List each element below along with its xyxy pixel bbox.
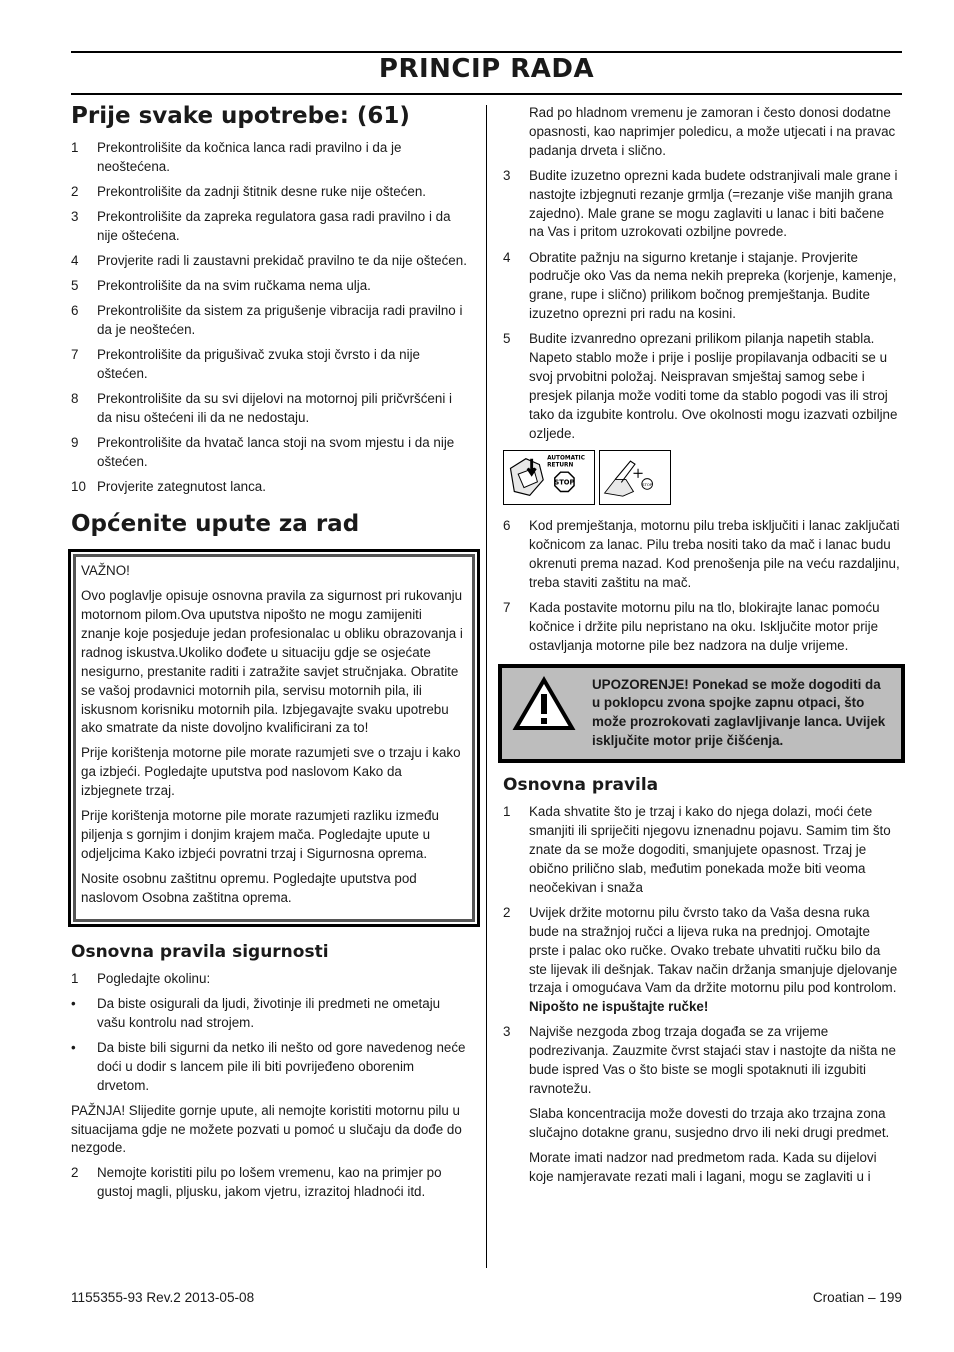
list-item [71,478,469,497]
list-item [71,346,469,384]
item-text: Provjerite zategnutost lanca. [97,479,266,495]
header-bottom-rule [71,93,902,95]
list-item [71,302,469,340]
item-number: 4 [71,253,79,269]
chain-stop-figure [599,450,671,505]
item-text: Prekontrolišite da hvatač lanca stoji na svom mjestu i da nije oštećen. [97,435,455,470]
stop-label: STOP [554,478,575,487]
item-number: 8 [71,391,79,407]
list-item [503,249,900,325]
item-text: Kada postavite motornu pilu na tlo, blokirajte lanac pomoću kočnice i držite pilu nepristano na oku. Isključite motor prije ostavljanja motorne pile bez nadzora na dulje vrijeme. [529,599,880,653]
list-item [71,970,469,989]
paragraph: VAŽNO! [81,563,130,579]
right-column [503,104,900,1193]
warning-triangle-icon [512,676,592,752]
item-number: • [71,995,76,1011]
page-title: PRINCIP RADA [378,54,595,84]
section-heading-safety-rules: Osnovna pravila sigurnosti [71,941,329,962]
automatic-label: AUTOMATIC [547,455,585,462]
item-text: Da biste bili sigurni da netko ili nešto od gore navedenog neće doći u dodir s lancem pile ili biti povrijeđeno oborenim drvetom. [97,1039,466,1093]
item-text: Prekontrolišite da su svi dijelovi na motornoj pili pričvršćeni i da nisu oštećeni ili da ne nedostaju. [97,391,452,426]
stop-label-small: STOP [642,482,653,488]
item-number: 5 [71,278,79,294]
warning-text: UPOZORENJE! Ponekad se može dogoditi da u poklopcu zvona spojke zapnu otpaci, što može prozrokovati zaglavljivanje lanca. Uvijek isključite motor prije čišćenja. [592,676,886,749]
list-item [71,1039,469,1096]
paragraph: Slaba koncentracija može dovesti do trzaja ako trzajna zona slučajno dotakne granu, susjedno drvo ili neki drugi predmet. [529,1106,890,1141]
basic-rules-list [503,803,900,898]
section-heading-basic-rules: Osnovna pravila [503,775,659,796]
item-number: 5 [503,331,511,347]
paragraph: Prije korištenja motorne pile morate razumjeti razliku između piljenja s gornjim i donjim krajem mača. Pogledajte upute u odjeljcima Kako izbjeći povratni trzaj i Sigurnosna oprema. [81,808,439,861]
safety-rules-list [71,970,469,1096]
item-number: 1 [503,804,511,820]
item-number: 7 [503,599,511,615]
item-text: Prekontrolišite da sistem za prigušenje vibracija radi pravilno i da je neoštećen. [97,303,463,338]
before-use-list [71,139,469,497]
item-number: 1 [71,140,79,155]
section-heading-general: Općenite upute za rad [71,511,360,538]
rules-list-a [503,167,900,444]
section-heading-before-use: Prije svake upotrebe: (61) [71,103,410,129]
chain-brake-figure [503,450,595,505]
left-column [71,100,469,1208]
footer-docnumber: 1155355-93 Rev.2 2013-05-08 [71,1290,255,1305]
caution-text: PAŽNJA! Slijedite gornje upute, ali nemojte koristiti motornu pilu u situacijama gdje ne možete pozvati u pomoć u slučaju da dođe do nezgode. [71,1102,462,1156]
item-text: Kada shvatite što je trzaj i kako do njega dolazi, moći ćete smanjiti ili spriječiti njegovu iznenadnu pojavu. Samim tim što znate da se može dogoditi, smanjujete opasnost. Trzaj je obično prilično slab, međutim ponekada može biti veoma neočekivan i snaža [529,804,891,895]
item-text: Prekontrolišite da na svim ručkama nema ulja. [97,278,371,294]
item-number: 9 [71,435,79,451]
list-item [71,208,469,246]
list-item [503,517,900,593]
list-item [71,139,469,177]
paragraph: Nosite osobnu zaštitnu opremu. Pogledajte uputstva pod naslovom Osobna zaštitna oprema. [81,870,417,905]
paragraph: Morate imati nadzor nad predmetom rada. Kada su dijelovi koje namjeravate rezati mali i lagani, mogu se zaglaviti u i [529,1150,877,1184]
list-item: 2 Nemojte koristiti pilu po lošem vremenu, kao na primjer po gustoj magli, pljusku, jakom vjetru, izrazitoj hladnoći itd. [71,1165,442,1200]
paragraph: Ovo poglavlje opisuje osnovna pravila za sigurnost pri rukovanju motornom pilom.Ova uputstva nipošto ne mogu zamijeniti znanje koje posjeduje jedan profesionalac u obliku obrazovanja i radnog iskustva.Ukoliko dođete u situaciju gdje se osjećate nesigurno, prestanite raditi i zatražite savjet stručnjaka. Obratite se vašoj prodavnici motornih pila, servisu motornih pila, ili iskusnom korisniku motornih pila. Izbjegavajte svaku upotrebu ako smatrate da niste dovoljno kvalificirani za to! [81,588,463,736]
item-text: Prekontrolišite da kočnica lanca radi pravilno i da je neoštećena. [97,140,402,174]
item-number: 2 [71,184,79,199]
list-item [503,803,900,898]
list-item [503,599,900,656]
item-text: Pogledajte okolinu: [97,970,211,986]
footer-page: Croatian – 199 [812,1290,902,1305]
return-label: RETURN [547,462,574,469]
item-number: 7 [71,347,79,363]
item-number: 3 [503,167,511,183]
item-number: • [71,1039,76,1055]
item-text: Prekontrolišite da prigušivač zvuka stoji čvrsto i da nije oštećen. [97,347,421,382]
paragraph: Prije korištenja motorne pile morate razumjeti sve o trzaju i kako ga izbjeći. Pogledajte uputstva pod naslovom Kako da izbjegnete trzaj. [81,745,461,799]
item-text: Prekontrolišite da zadnji štitnik desne ruke nije oštećen. [97,184,426,199]
extra-paragraphs [503,1105,900,1187]
item-text: Kod premještanja, motornu pilu treba isključiti i lanac zaključati kočnicom za lanac. Pilu treba nositi tako da mač i lanac budu okrenuti prema nazad. Kod prenošenja pile na veću razdaljinu, treba staviti zaštitu na mač. [529,517,900,590]
item-text: Budite izvanredno oprezani prilikom pilanja napetih stabla. Napeto stablo može i prije i poslije propilavanja odbaciti se u svoj prvobitni položaj. Neispravan smještaj samog sebe i presjek pilanja može voditi tome da stablo pogodi vas ili stroj tako da izgubite kontrolu. Ove okolnosti mogu izazvati ozbiljne ozljede. [529,331,898,441]
warning-box [498,664,905,764]
continued-paragraph: Rad po hladnom vremenu je zamoran i često donosi dodatne opasnosti, kao naprimjer poledicu, a može utjecati i na pravac padanja drveta i slično. [529,105,896,158]
item-number: 4 [503,249,511,265]
important-note-box [68,549,480,926]
rules-list-b [503,517,900,656]
list-item [503,167,900,243]
column-divider [486,105,487,1268]
item-number: 6 [503,517,511,533]
item-number: 10 [71,479,86,495]
item-number: 1 [71,970,79,986]
item-text: Obratite pažnju na sigurno kretanje i stajanje. Provjerite područje oko Vas da nema nekih prepreka (korjenje, kamenje, grane, rupe i slično) prilikom bočnog premještanja. Budite izuzetno oprezni pri radu na kosini. [529,249,897,322]
item-text: Da biste osigurali da ljudi, životinje ili predmeti ne ometaju vašu kontrolu nad strojem. [97,995,441,1030]
item-text: Prekontrolišite da zapreka regulatora gasa radi pravilno i da nije oštećena. [97,209,451,243]
list-item [71,995,469,1033]
item-number: 3 [71,209,79,225]
list-item [71,252,469,271]
list-item [503,330,900,443]
item-text: Budite izuzetno oprezni kada budete odstranjivali male grane i nastojte izbjegnuti rezanje grmlja (=rezanje više manjih grana zajedno). Male grane se mogu zaglaviti u lanac i biti bačene na Vas i pritom uzrokovati ozbiljne povrede. [529,167,898,240]
list-item [71,434,469,472]
list-item [71,277,469,296]
list-item [71,183,469,202]
list-item [71,390,469,428]
figure-row [503,450,900,505]
list-item: 3 Najviše nezgoda zbog trzaja događa se za vrijeme podrezivanja. Zauzmite čvrst stajaći stav i nastojte da ništa ne bude ispred Vas o što biste se mogli spotaknuti ili izgubiti ravnotežu. [503,1024,896,1097]
item-number: 6 [71,303,79,319]
header-top-rule [71,51,902,53]
list-item: 2 Uvijek držite motornu pilu čvrsto tako da Vaša desna ruka bude na stražnjoj ručci a lijeva ruka na prednjoj. Omotajte prste i palac oko ručke. Ovako trebate uhvatiti ručku bilo da ste lijevak ili dešnjak. Takav način držanja smanjuje djelovanje trzaja i omogućava Vam da držite motornu pilu pod kontrolom. Nipošto ne ispuštajte ručke! [503,904,898,1015]
item-text: Provjerite radi li zaustavni prekidač pravilno te da nije oštećen. [97,253,467,269]
